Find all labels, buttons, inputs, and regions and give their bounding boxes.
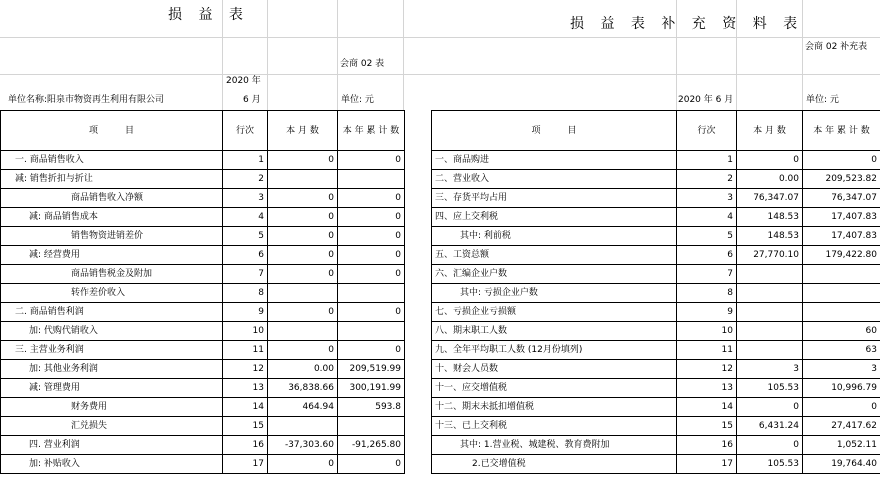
table-row — [432, 398, 880, 417]
row-ytd[interactable] — [338, 417, 405, 436]
row-item[interactable]: 其中: 利前税 — [432, 227, 677, 246]
table-row — [1, 303, 405, 322]
row-ytd[interactable]: 209,523.82 — [803, 170, 880, 189]
row-line[interactable]: 9 — [223, 303, 268, 322]
table-row — [432, 341, 880, 360]
row-item[interactable]: 减: 销售折扣与折让 — [1, 170, 223, 189]
row-month[interactable]: 464.94 — [268, 398, 338, 417]
row-ytd[interactable]: 60 — [803, 322, 880, 341]
header-ytd: 本 年 累 计 数 — [338, 111, 405, 151]
header-month: 本 月 数 — [737, 111, 803, 151]
row-item[interactable]: 加: 代购代销收入 — [1, 322, 223, 341]
row-month[interactable] — [737, 284, 803, 303]
row-line[interactable]: 3 — [677, 189, 737, 208]
period-year: 2020 年 — [226, 76, 261, 86]
table-row — [1, 379, 405, 398]
table-row — [432, 284, 880, 303]
row-month[interactable]: 0 — [268, 455, 338, 474]
row-month[interactable] — [737, 265, 803, 284]
row-ytd[interactable]: 0 — [338, 455, 405, 474]
row-line[interactable]: 16 — [677, 436, 737, 455]
row-ytd[interactable]: 0 — [338, 303, 405, 322]
header-ytd: 本 年 累 计 数 — [803, 111, 880, 151]
row-ytd[interactable]: -91,265.80 — [338, 436, 405, 455]
row-item[interactable]: 2.已交增值税 — [432, 455, 677, 474]
row-item[interactable]: 八、期末职工人数 — [432, 322, 677, 341]
table-row — [432, 170, 880, 189]
row-item[interactable]: 一. 商品销售收入 — [1, 151, 223, 170]
row-line[interactable]: 13 — [677, 379, 737, 398]
header-line: 行次 — [677, 111, 737, 151]
row-ytd[interactable]: 0 — [338, 189, 405, 208]
row-ytd[interactable] — [803, 303, 880, 322]
form-number: 会商 02 表 — [340, 59, 385, 69]
row-line[interactable]: 12 — [223, 360, 268, 379]
row-item[interactable]: 二、营业收入 — [432, 170, 677, 189]
row-ytd[interactable] — [338, 322, 405, 341]
table-row — [1, 284, 405, 303]
supplement-form-number: 会商 02 补充表 — [805, 42, 868, 52]
row-month[interactable]: 148.53 — [737, 208, 803, 227]
row-line[interactable]: 9 — [677, 303, 737, 322]
row-ytd[interactable] — [338, 170, 405, 189]
row-month[interactable]: 27,770.10 — [737, 246, 803, 265]
row-item[interactable]: 商品销售税金及附加 — [1, 265, 223, 284]
table-row — [432, 246, 880, 265]
period-month: 6 月 — [243, 95, 261, 105]
row-item[interactable]: 五、工资总额 — [432, 246, 677, 265]
table-row — [432, 303, 880, 322]
row-ytd[interactable]: 1,052.11 — [803, 436, 880, 455]
supplement-title: 损 益 表 补 充 资 料 表 — [570, 16, 804, 32]
row-month[interactable]: 3 — [737, 360, 803, 379]
row-line[interactable]: 13 — [223, 379, 268, 398]
row-month[interactable]: 105.53 — [737, 379, 803, 398]
row-item[interactable]: 六、汇编企业户数 — [432, 265, 677, 284]
row-ytd[interactable]: 0 — [338, 246, 405, 265]
row-ytd[interactable] — [338, 284, 405, 303]
table-row — [432, 436, 880, 455]
table-row — [1, 398, 405, 417]
row-item[interactable]: 三、存货平均占用 — [432, 189, 677, 208]
row-line[interactable]: 1 — [677, 151, 737, 170]
table-row — [1, 208, 405, 227]
table-row — [432, 151, 880, 170]
row-line[interactable]: 14 — [677, 398, 737, 417]
row-line[interactable]: 3 — [223, 189, 268, 208]
row-line[interactable]: 7 — [223, 265, 268, 284]
row-item[interactable]: 四. 营业利润 — [1, 436, 223, 455]
row-month[interactable]: 148.53 — [737, 227, 803, 246]
row-line[interactable]: 1 — [223, 151, 268, 170]
table-row — [1, 227, 405, 246]
row-ytd[interactable]: 300,191.99 — [338, 379, 405, 398]
row-ytd[interactable]: 0 — [803, 398, 880, 417]
row-month[interactable]: 76,347.07 — [737, 189, 803, 208]
row-item[interactable]: 十、财会人员数 — [432, 360, 677, 379]
row-ytd[interactable]: 76,347.07 — [803, 189, 880, 208]
row-month[interactable] — [737, 322, 803, 341]
table-row — [1, 189, 405, 208]
row-ytd[interactable]: 19,764.40 — [803, 455, 880, 474]
row-item[interactable]: 其中: 亏损企业户数 — [432, 284, 677, 303]
row-item[interactable]: 三. 主营业务利润 — [1, 341, 223, 360]
row-item[interactable]: 七、亏损企业亏损额 — [432, 303, 677, 322]
row-ytd[interactable] — [803, 284, 880, 303]
row-item[interactable]: 加: 补贴收入 — [1, 455, 223, 474]
row-month[interactable]: 0.00 — [737, 170, 803, 189]
row-item[interactable]: 减: 管理费用 — [1, 379, 223, 398]
row-line[interactable]: 2 — [677, 170, 737, 189]
row-month[interactable] — [737, 341, 803, 360]
row-month[interactable]: 0 — [737, 436, 803, 455]
table-header-row — [1, 111, 405, 151]
row-ytd[interactable]: 63 — [803, 341, 880, 360]
row-item[interactable]: 四、应上交利税 — [432, 208, 677, 227]
header-line: 行次 — [223, 111, 268, 151]
row-line[interactable]: 10 — [223, 322, 268, 341]
row-line[interactable]: 8 — [677, 284, 737, 303]
row-month[interactable]: 0 — [268, 227, 338, 246]
row-month[interactable]: 0 — [268, 341, 338, 360]
row-month[interactable]: 0 — [737, 398, 803, 417]
row-ytd[interactable]: 0 — [338, 151, 405, 170]
table-row — [1, 246, 405, 265]
table-row — [432, 360, 880, 379]
table-row — [1, 341, 405, 360]
row-month[interactable]: 105.53 — [737, 455, 803, 474]
row-ytd[interactable]: 0 — [338, 341, 405, 360]
row-line[interactable]: 4 — [677, 208, 737, 227]
row-ytd[interactable]: 10,996.79 — [803, 379, 880, 398]
row-item[interactable]: 十三、已上交利税 — [432, 417, 677, 436]
supplement-table — [431, 110, 880, 474]
row-line[interactable]: 16 — [223, 436, 268, 455]
row-month[interactable]: 0.00 — [268, 360, 338, 379]
row-month[interactable]: -37,303.60 — [268, 436, 338, 455]
row-month[interactable]: 6,431.24 — [737, 417, 803, 436]
row-ytd[interactable]: 0 — [338, 265, 405, 284]
company-name: 单位名称:阳泉市物资再生利用有限公司 — [8, 95, 165, 105]
row-line[interactable]: 11 — [677, 341, 737, 360]
row-month[interactable] — [268, 170, 338, 189]
row-item[interactable]: 财务费用 — [1, 398, 223, 417]
header-item: 项 目 — [432, 111, 677, 151]
row-item[interactable]: 商品销售收入净额 — [1, 189, 223, 208]
row-item[interactable]: 减: 商品销售成本 — [1, 208, 223, 227]
row-item[interactable]: 加: 其他业务利润 — [1, 360, 223, 379]
row-month[interactable]: 0 — [268, 189, 338, 208]
table-header-row — [432, 111, 880, 151]
row-ytd[interactable]: 27,417.62 — [803, 417, 880, 436]
row-month[interactable]: 0 — [268, 246, 338, 265]
row-line[interactable]: 15 — [677, 417, 737, 436]
row-line[interactable]: 4 — [223, 208, 268, 227]
row-line[interactable]: 17 — [677, 455, 737, 474]
row-line[interactable]: 2 — [223, 170, 268, 189]
table-row — [432, 322, 880, 341]
row-month[interactable] — [268, 284, 338, 303]
table-row — [1, 151, 405, 170]
income-statement-table — [0, 110, 405, 474]
header-month: 本 月 数 — [268, 111, 338, 151]
row-line[interactable]: 6 — [677, 246, 737, 265]
row-item[interactable]: 一、商品购进 — [432, 151, 677, 170]
row-item[interactable]: 二. 商品销售利润 — [1, 303, 223, 322]
row-month[interactable]: 0 — [268, 265, 338, 284]
row-ytd[interactable]: 593.8 — [338, 398, 405, 417]
currency-unit: 单位: 元 — [341, 95, 374, 105]
row-ytd[interactable]: 3 — [803, 360, 880, 379]
table-row — [432, 265, 880, 284]
row-month[interactable]: 36,838.66 — [268, 379, 338, 398]
row-month[interactable] — [268, 417, 338, 436]
row-line[interactable]: 10 — [677, 322, 737, 341]
row-ytd[interactable]: 0 — [338, 208, 405, 227]
supplement-period: 2020 年 6 月 — [678, 95, 734, 105]
gridline — [0, 37, 880, 38]
row-line[interactable]: 14 — [223, 398, 268, 417]
row-month[interactable] — [737, 303, 803, 322]
table-row — [1, 170, 405, 189]
gridline — [0, 74, 880, 75]
row-ytd[interactable]: 0 — [338, 227, 405, 246]
row-ytd[interactable]: 17,407.83 — [803, 227, 880, 246]
row-item[interactable]: 其中: 1.营业税、城建税、教育费附加 — [432, 436, 677, 455]
row-month[interactable]: 0 — [268, 208, 338, 227]
row-line[interactable]: 5 — [677, 227, 737, 246]
row-line[interactable]: 6 — [223, 246, 268, 265]
table-row — [432, 455, 880, 474]
table-row — [1, 455, 405, 474]
table-row — [1, 322, 405, 341]
row-item[interactable]: 十二、期末未抵扣增值税 — [432, 398, 677, 417]
row-item[interactable]: 销售物资进销差价 — [1, 227, 223, 246]
row-month[interactable] — [268, 322, 338, 341]
table-row — [432, 227, 880, 246]
row-ytd[interactable] — [803, 265, 880, 284]
row-month[interactable]: 0 — [737, 151, 803, 170]
row-item[interactable]: 九、全年平均职工人数 (12月份填列) — [432, 341, 677, 360]
row-line[interactable]: 5 — [223, 227, 268, 246]
table-row — [1, 417, 405, 436]
row-ytd[interactable]: 17,407.83 — [803, 208, 880, 227]
row-ytd[interactable]: 209,519.99 — [338, 360, 405, 379]
row-line[interactable]: 15 — [223, 417, 268, 436]
row-line[interactable]: 12 — [677, 360, 737, 379]
row-line[interactable]: 8 — [223, 284, 268, 303]
row-line[interactable]: 17 — [223, 455, 268, 474]
header-item: 项 目 — [1, 111, 223, 151]
table-row — [1, 436, 405, 455]
table-row — [432, 189, 880, 208]
row-item[interactable]: 转作差价收入 — [1, 284, 223, 303]
income-statement-title: 损 益 表 — [168, 7, 249, 23]
row-line[interactable]: 7 — [677, 265, 737, 284]
row-item[interactable]: 减: 经营费用 — [1, 246, 223, 265]
table-row — [432, 379, 880, 398]
table-row — [1, 360, 405, 379]
gridline — [403, 0, 404, 110]
row-ytd[interactable]: 179,422.80 — [803, 246, 880, 265]
row-line[interactable]: 11 — [223, 341, 268, 360]
supplement-currency-unit: 单位: 元 — [806, 95, 839, 105]
row-month[interactable]: 0 — [268, 303, 338, 322]
gridline — [337, 0, 338, 110]
table-row — [432, 208, 880, 227]
gridline — [267, 0, 268, 110]
table-row — [432, 417, 880, 436]
row-item[interactable]: 十一、应交增值税 — [432, 379, 677, 398]
row-item[interactable]: 汇兑损失 — [1, 417, 223, 436]
table-row — [1, 265, 405, 284]
row-ytd[interactable]: 0 — [803, 151, 880, 170]
row-month[interactable]: 0 — [268, 151, 338, 170]
